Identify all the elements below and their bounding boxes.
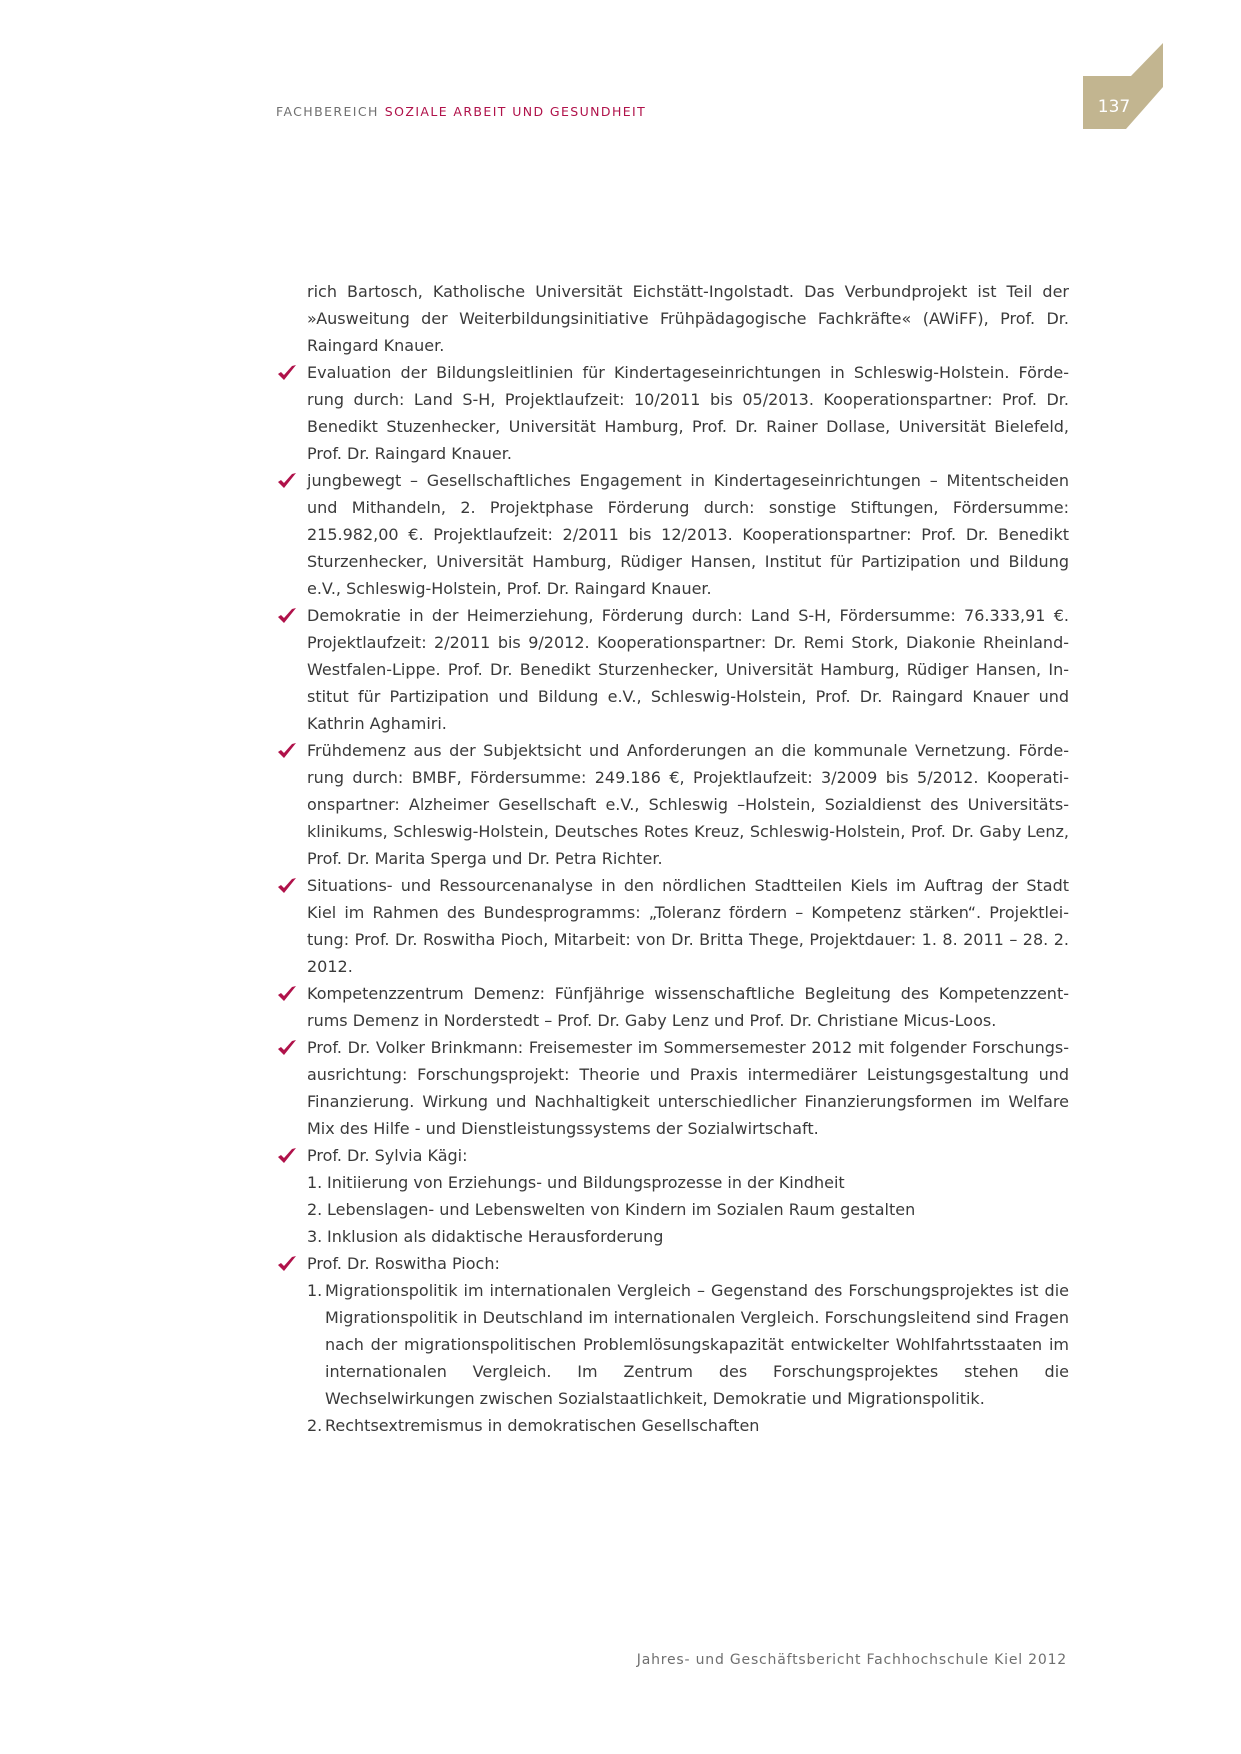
- checkmark-icon: [277, 473, 297, 488]
- checkmark-icon: [277, 743, 297, 758]
- page-number: 137: [1097, 97, 1131, 117]
- list-item: [307, 980, 1069, 1034]
- list-item-text: Demokratie in der Heimerziehung, Förderung durch: Land S-H, Fördersumme: 76.333,91 €. Projektlaufzeit: 2/2011 bis 9/2012. Kooperationspartner: Dr. Remi Stork, Diakonie Rheinland-Westfalen-Lippe. Prof. Dr. Benedikt Sturzenhecker, Universität Hamburg, Rüdiger Hansen, Institut für Partizipation und Bildung e.V., Schleswig-Holstein, Prof. Dr. Raingard Knauer und Kathrin Aghamiri.: [307, 606, 1069, 733]
- checkmark-icon: [277, 365, 297, 380]
- running-header: [276, 104, 646, 119]
- item-text: Lebenslagen- und Lebenswelten von Kindern im Sozialen Raum gestalten: [327, 1200, 916, 1219]
- numbered-item: [307, 1169, 1069, 1196]
- list-item: [307, 602, 1069, 737]
- list-item-text: Evaluation der Bildungsleitlinien für Kindertageseinrichtungen in Schleswig-Holstein. Förderung durch: Land S-H, Projektlaufzeit: 10/2011 bis 05/2013. Kooperationspartner: Prof. Dr. Benedikt Stuzenhecker, Universität Hamburg, Prof. Dr. Rainer Dollase, Universität Bielefeld, Prof. Dr. Raingard Knauer.: [307, 363, 1069, 463]
- numbered-item: [307, 1196, 1069, 1223]
- list-item-pioch: [307, 1250, 1069, 1439]
- item-number: 1.: [307, 1173, 323, 1192]
- item-text: Rechtsextremismus in demokratischen Gesellschaften: [325, 1416, 760, 1435]
- item-number: 2.: [307, 1416, 323, 1435]
- item-number: 2.: [307, 1200, 323, 1219]
- numbered-item: [307, 1412, 1069, 1439]
- list-item-text: Frühdemenz aus der Subjektsicht und Anforderungen an die kommunale Vernetzung. Förderung durch: BMBF, Fördersumme: 249.186 €, Projektlaufzeit: 3/2009 bis 5/2012. Kooperationspartner: Alzheimer Gesellschaft e.V., Schleswig –Holstein, Sozialdienst des Universitätsklinikums, Schleswig-Holstein, Deutsches Rotes Kreuz, Schleswig-Holstein, Prof. Dr. Gaby Lenz, Prof. Dr. Marita Sperga und Dr. Petra Richter.: [307, 741, 1069, 868]
- pioch-sublist: [307, 1277, 1069, 1439]
- kaegi-sublist: [307, 1169, 1069, 1250]
- list-item-text: Situations- und Ressourcenanalyse in den nördlichen Stadtteilen Kiels im Auftrag der Stadt Kiel im Rahmen des Bundesprogramms: „Toleranz fördern – Kompetenz stärken“. Projektleitung: Prof. Dr. Roswitha Pioch, Mitarbeit: von Dr. Britta Thege, Projektdauer: 1. 8. 2011 – 28. 2. 2012.: [307, 876, 1069, 976]
- header-section: SOZIALE ARBEIT UND GESUNDHEIT: [384, 104, 647, 119]
- list-item-text: Prof. Dr. Volker Brinkmann: Freisemester im Sommersemester 2012 mit folgender Forschungsausrichtung: Forschungsprojekt: Theorie und Praxis intermediärer Leistungsgestaltung und Finanzierung. Wirkung und Nachhaltigkeit unterschiedlicher Finanzierungsformen im Welfare Mix des Hilfe - und Dienstleistungssystems der Sozialwirtschaft.: [307, 1038, 1069, 1138]
- project-list: [307, 359, 1069, 1142]
- item-number: 3.: [307, 1227, 323, 1246]
- item-text: Inklusion als didaktische Herausforderung: [327, 1227, 664, 1246]
- checkmark-icon: [277, 608, 297, 623]
- list-item: [307, 1034, 1069, 1142]
- checkmark-icon: [277, 1040, 297, 1055]
- list-item-text: jungbewegt – Gesellschaftliches Engagement in Kindertageseinrichtungen – Mitentscheiden und Mithandeln, 2. Projektphase Förderung durch: sonstige Stiftungen, Fördersumme: 215.982,00 €. Projektlaufzeit: 2/2011 bis 12/2013. Kooperationspartner: Prof. Dr. Benedikt Sturzenhecker, Universität Hamburg, Rüdiger Hansen, Institut für Partizipation und Bildung e.V., Schleswig-Holstein, Prof. Dr. Raingard Knauer.: [307, 471, 1069, 598]
- list-item: [307, 737, 1069, 872]
- main-content: [307, 278, 1069, 1439]
- list-item-text: Kompetenzzentrum Demenz: Fünfjährige wissenschaftliche Begleitung des Kompetenzzentrums Demenz in Norderstedt – Prof. Dr. Gaby Lenz und Prof. Dr. Christiane Micus-Loos.: [307, 984, 1069, 1030]
- pioch-name: Prof. Dr. Roswitha Pioch:: [307, 1254, 500, 1273]
- numbered-item: [307, 1223, 1069, 1250]
- list-item-kaegi: [307, 1142, 1069, 1250]
- list-item: [307, 467, 1069, 602]
- item-text: Migrationspolitik im internationalen Vergleich – Gegenstand des Forschungsprojektes ist die Migrationspolitik in Deutschland im internationalen Vergleich. Forschungsleitend sind Fragen nach der migrationspolitischen Problemlösungskapazität entwickelter Wohlfahrtsstaaten im internationalen Vergleich. Im Zentrum des Forschungsprojektes stehen die Wechselwirkungen zwischen Sozialstaatlichkeit, Demokratie und Migrationspolitik.: [325, 1281, 1069, 1408]
- intro-paragraph: rich Bartosch, Katholische Universität Eichstätt-Ingolstadt. Das Verbundprojekt ist Teil der »Ausweitung der Weiterbildungsinitiative Frühpädagogische Fachkräfte« (AWiFF), Prof. Dr. Raingard Knauer.: [307, 282, 1069, 355]
- item-number: 1.: [307, 1281, 323, 1300]
- footer-text: Jahres- und Geschäftsbericht Fachhochschule Kiel 2012: [636, 1652, 1067, 1668]
- list-item: [307, 872, 1069, 980]
- item-text: Initiierung von Erziehungs- und Bildungsprozesse in der Kindheit: [327, 1173, 845, 1192]
- checkmark-icon: [277, 1148, 297, 1163]
- header-prefix: FACHBEREICH: [276, 104, 379, 119]
- numbered-item: [307, 1277, 1069, 1412]
- checkmark-icon: [277, 1256, 297, 1271]
- checkmark-icon: [277, 878, 297, 893]
- checkmark-icon: [277, 986, 297, 1001]
- kaegi-name: Prof. Dr. Sylvia Kägi:: [307, 1146, 468, 1165]
- list-item: [307, 359, 1069, 467]
